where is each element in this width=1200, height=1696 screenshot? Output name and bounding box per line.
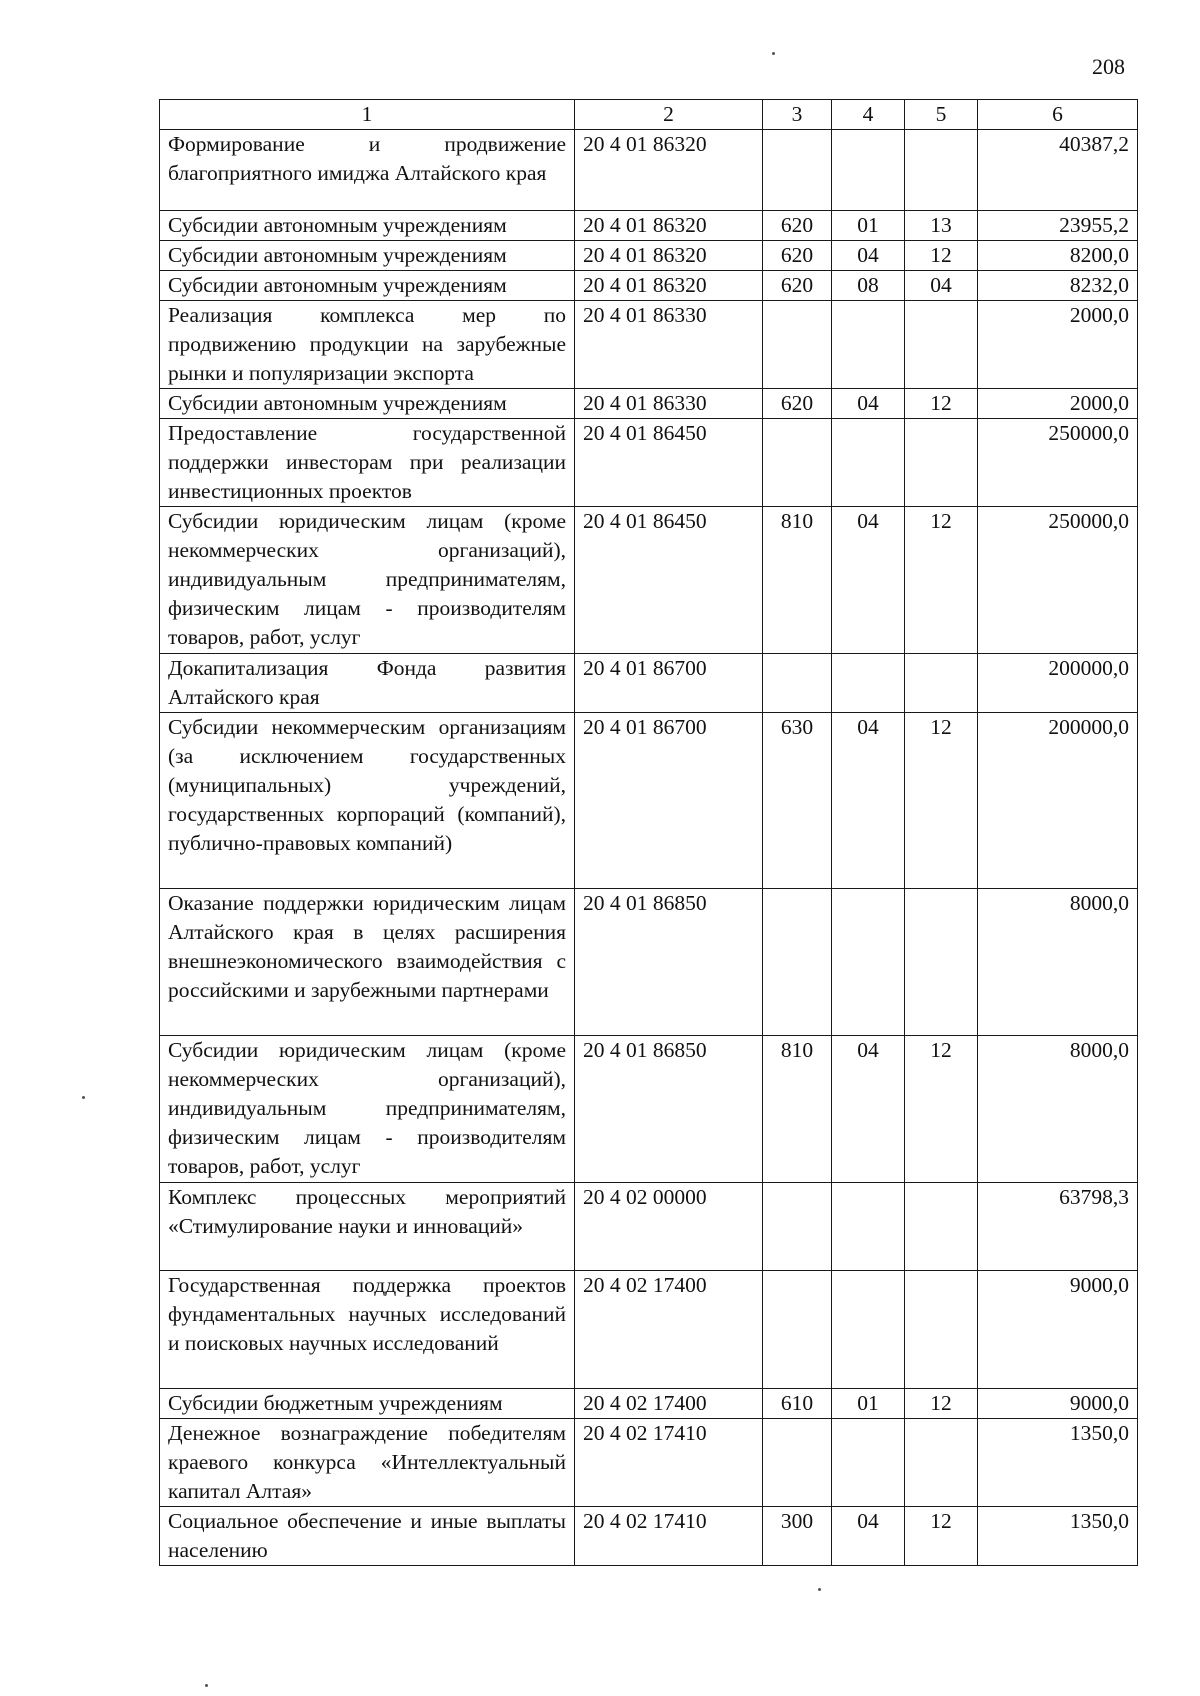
target-code: 20 4 01 86850 xyxy=(575,1036,763,1183)
expense-name: Оказание поддержки юридическим лицам Алтайского края в целях расширения внешнеэкономического взаимодействия с российскими и зарубежными партнерами xyxy=(160,889,575,1036)
table-row xyxy=(160,419,1138,507)
expense-type xyxy=(763,1419,832,1507)
expense-name: Субсидии юридическим лицам (кроме некоммерческих организаций), индивидуальным предпринимателям, физическим лицам - производителям товаров, работ, услуг xyxy=(160,507,575,654)
section-code xyxy=(832,1271,905,1389)
target-code: 20 4 01 86850 xyxy=(575,889,763,1036)
expense-type: 620 xyxy=(763,271,832,301)
amount: 1350,0 xyxy=(978,1419,1138,1507)
target-code: 20 4 02 17400 xyxy=(575,1389,763,1419)
amount: 8232,0 xyxy=(978,271,1138,301)
target-code: 20 4 02 17410 xyxy=(575,1419,763,1507)
header-cell-4: 4 xyxy=(832,100,905,130)
table-row xyxy=(160,1183,1138,1271)
target-code: 20 4 02 17410 xyxy=(575,1507,763,1566)
expense-type: 300 xyxy=(763,1507,832,1566)
amount: 200000,0 xyxy=(978,654,1138,713)
budget-table xyxy=(159,99,1138,1566)
section-code xyxy=(832,654,905,713)
expense-type xyxy=(763,1271,832,1389)
subsection-code: 12 xyxy=(905,1036,978,1183)
amount: 200000,0 xyxy=(978,713,1138,889)
scan-speck xyxy=(205,1684,208,1687)
section-code xyxy=(832,1419,905,1507)
scan-speck xyxy=(82,1096,85,1099)
expense-name: Социальное обеспечение и иные выплаты населению xyxy=(160,1507,575,1566)
table-row xyxy=(160,301,1138,389)
expense-name: Субсидии юридическим лицам (кроме некоммерческих организаций), индивидуальным предпринимателям, физическим лицам - производителям товаров, работ, услуг xyxy=(160,1036,575,1183)
target-code: 20 4 01 86320 xyxy=(575,271,763,301)
expense-name: Денежное вознаграждение победителям краевого конкурса «Интеллектуальный капитал Алтая» xyxy=(160,1419,575,1507)
target-code: 20 4 02 17400 xyxy=(575,1271,763,1389)
expense-name: Комплекс процессных мероприятий «Стимулирование науки и инноваций» xyxy=(160,1183,575,1271)
expense-type: 810 xyxy=(763,507,832,654)
section-code: 04 xyxy=(832,1507,905,1566)
section-code xyxy=(832,301,905,389)
table-row xyxy=(160,1036,1138,1183)
target-code: 20 4 01 86320 xyxy=(575,241,763,271)
target-code: 20 4 01 86450 xyxy=(575,419,763,507)
target-code: 20 4 01 86450 xyxy=(575,507,763,654)
section-code xyxy=(832,1183,905,1271)
amount: 63798,3 xyxy=(978,1183,1138,1271)
subsection-code xyxy=(905,1183,978,1271)
amount: 8000,0 xyxy=(978,889,1138,1036)
subsection-code: 12 xyxy=(905,1389,978,1419)
subsection-code: 12 xyxy=(905,241,978,271)
table-row xyxy=(160,507,1138,654)
section-code xyxy=(832,889,905,1036)
expense-name: Субсидии бюджетным учреждениям xyxy=(160,1389,575,1419)
expense-name: Государственная поддержка проектов фундаментальных научных исследований и поисковых научных исследований xyxy=(160,1271,575,1389)
expense-name: Субсидии автономным учреждениям xyxy=(160,389,575,419)
subsection-code: 13 xyxy=(905,211,978,241)
expense-type: 620 xyxy=(763,241,832,271)
expense-type xyxy=(763,889,832,1036)
section-code: 04 xyxy=(832,389,905,419)
table-row xyxy=(160,271,1138,301)
subsection-code xyxy=(905,1271,978,1389)
subsection-code: 04 xyxy=(905,271,978,301)
target-code: 20 4 01 86330 xyxy=(575,389,763,419)
subsection-code xyxy=(905,889,978,1036)
amount: 250000,0 xyxy=(978,507,1138,654)
table-row xyxy=(160,713,1138,889)
subsection-code xyxy=(905,419,978,507)
subsection-code xyxy=(905,130,978,211)
section-code: 01 xyxy=(832,1389,905,1419)
header-cell-2: 2 xyxy=(575,100,763,130)
amount: 40387,2 xyxy=(978,130,1138,211)
table-row xyxy=(160,130,1138,211)
expense-name: Реализация комплекса мер по продвижению продукции на зарубежные рынки и популяризации экспорта xyxy=(160,301,575,389)
subsection-code xyxy=(905,654,978,713)
section-code: 04 xyxy=(832,1036,905,1183)
expense-type: 620 xyxy=(763,389,832,419)
section-code: 04 xyxy=(832,507,905,654)
subsection-code: 12 xyxy=(905,507,978,654)
header-cell-1: 1 xyxy=(160,100,575,130)
table-row xyxy=(160,1389,1138,1419)
target-code: 20 4 01 86320 xyxy=(575,130,763,211)
amount: 9000,0 xyxy=(978,1389,1138,1419)
scan-speck xyxy=(818,1588,821,1591)
table-row xyxy=(160,1271,1138,1389)
target-code: 20 4 01 86320 xyxy=(575,211,763,241)
table-row xyxy=(160,389,1138,419)
expense-type: 810 xyxy=(763,1036,832,1183)
amount: 8200,0 xyxy=(978,241,1138,271)
expense-name: Субсидии автономным учреждениям xyxy=(160,271,575,301)
table-row xyxy=(160,654,1138,713)
table-row xyxy=(160,241,1138,271)
subsection-code xyxy=(905,1419,978,1507)
expense-type xyxy=(763,654,832,713)
section-code: 04 xyxy=(832,241,905,271)
expense-name: Формирование и продвижение благоприятного имиджа Алтайского края xyxy=(160,130,575,211)
section-code: 01 xyxy=(832,211,905,241)
table-row xyxy=(160,1507,1138,1566)
subsection-code xyxy=(905,301,978,389)
header-row xyxy=(160,100,1138,130)
scan-speck xyxy=(772,52,775,55)
table-row xyxy=(160,1419,1138,1507)
expense-type xyxy=(763,1183,832,1271)
target-code: 20 4 01 86330 xyxy=(575,301,763,389)
target-code: 20 4 02 00000 xyxy=(575,1183,763,1271)
amount: 2000,0 xyxy=(978,389,1138,419)
amount: 23955,2 xyxy=(978,211,1138,241)
expense-type: 630 xyxy=(763,713,832,889)
subsection-code: 12 xyxy=(905,1507,978,1566)
target-code: 20 4 01 86700 xyxy=(575,654,763,713)
section-code xyxy=(832,130,905,211)
amount: 9000,0 xyxy=(978,1271,1138,1389)
header-cell-6: 6 xyxy=(978,100,1138,130)
expense-name: Предоставление государственной поддержки инвесторам при реализации инвестиционных проектов xyxy=(160,419,575,507)
amount: 8000,0 xyxy=(978,1036,1138,1183)
amount: 1350,0 xyxy=(978,1507,1138,1566)
header-cell-3: 3 xyxy=(763,100,832,130)
amount: 2000,0 xyxy=(978,301,1138,389)
amount: 250000,0 xyxy=(978,419,1138,507)
expense-name: Докапитализация Фонда развития Алтайского края xyxy=(160,654,575,713)
expense-type: 620 xyxy=(763,211,832,241)
expense-type xyxy=(763,419,832,507)
table-row xyxy=(160,889,1138,1036)
page-number: 208 xyxy=(1092,54,1125,79)
table-row xyxy=(160,211,1138,241)
target-code: 20 4 01 86700 xyxy=(575,713,763,889)
expense-type xyxy=(763,301,832,389)
expense-type xyxy=(763,130,832,211)
expense-name: Субсидии автономным учреждениям xyxy=(160,211,575,241)
expense-name: Субсидии некоммерческим организациям (за исключением государственных (муниципальных) учреждений, государственных корпораций (компаний), публично-правовых компаний) xyxy=(160,713,575,889)
section-code: 04 xyxy=(832,713,905,889)
subsection-code: 12 xyxy=(905,389,978,419)
subsection-code: 12 xyxy=(905,713,978,889)
expense-type: 610 xyxy=(763,1389,832,1419)
section-code: 08 xyxy=(832,271,905,301)
section-code xyxy=(832,419,905,507)
header-cell-5: 5 xyxy=(905,100,978,130)
expense-name: Субсидии автономным учреждениям xyxy=(160,241,575,271)
